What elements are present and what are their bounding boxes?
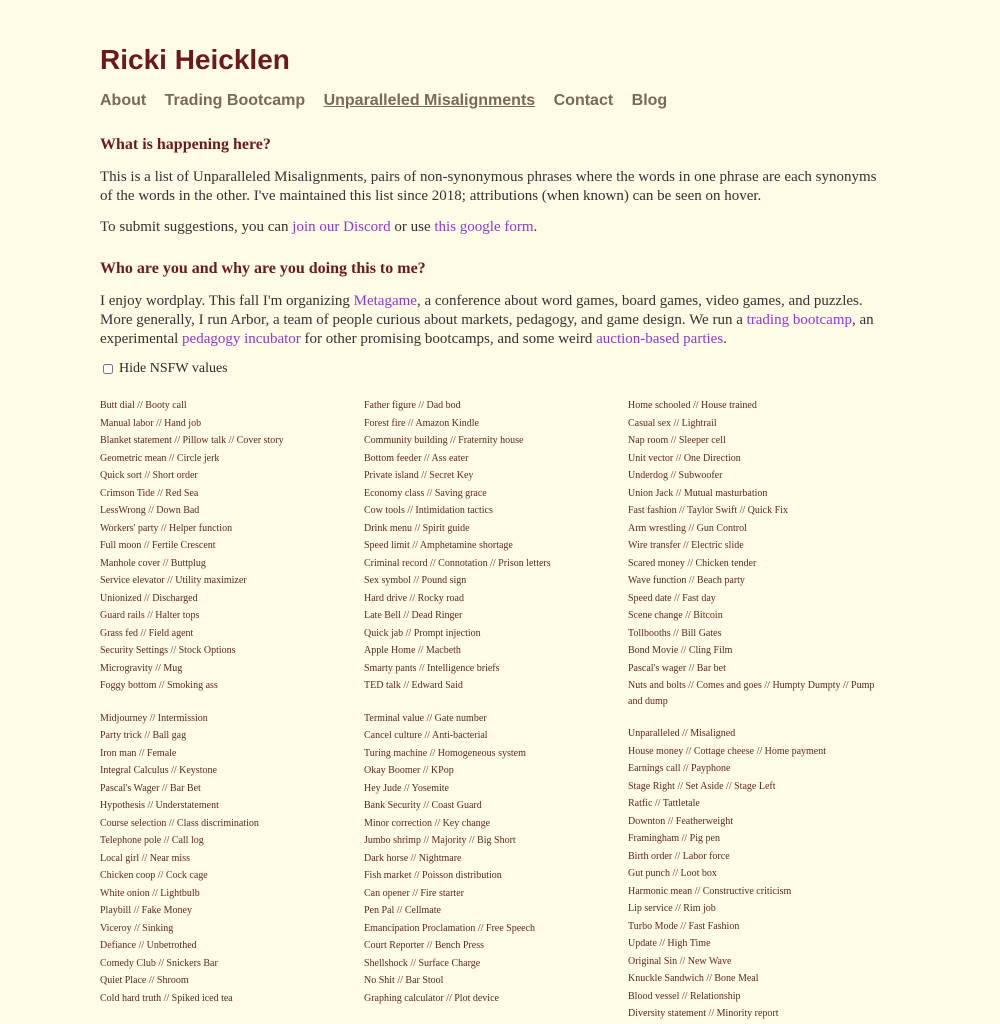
misalignment-entry[interactable]: Pen Pal // Cellmate xyxy=(364,905,441,916)
misalignment-entry[interactable]: Nuts and bolts // Comes and goes // Humpty Dumpty // Pump and dump xyxy=(628,680,875,707)
misalignment-entry[interactable]: Turbo Mode // Fast Fashion xyxy=(628,920,740,932)
misalignment-entry[interactable]: Iron man // Female xyxy=(100,747,177,759)
misalignment-entry[interactable]: Manual labor // Hand job xyxy=(100,417,202,429)
block-spacer xyxy=(100,696,350,711)
nav-blog[interactable]: Blog xyxy=(631,92,668,109)
column-2-block-2 xyxy=(364,711,614,1009)
misalignment-entry[interactable]: Terminal value // Gate number xyxy=(364,712,487,724)
misalignment-entry[interactable]: Knuckle Sandwich // Bone Meal xyxy=(628,973,759,984)
hide-nsfw-label: Hide NSFW values xyxy=(119,361,228,376)
misalignment-entry[interactable]: LessWrong // Down Bad xyxy=(100,505,200,516)
misalignment-entry[interactable]: Private island // Secret Key xyxy=(364,470,474,481)
nav-about[interactable]: About xyxy=(100,92,147,109)
misalignment-entry[interactable]: Arm wrestling // Gun Control xyxy=(628,522,747,534)
misalignment-entry[interactable]: Harmonic mean // Constructive criticism xyxy=(628,885,792,897)
misalignment-entry[interactable]: Full moon // Fertile Crescent xyxy=(100,540,216,551)
misalignment-entry[interactable]: Okay Boomer // KPop xyxy=(364,765,454,776)
misalignment-entry[interactable]: Manhole cover // Buttplug xyxy=(100,557,206,569)
about-text-mid3: for other promising bootcamps, and some weird xyxy=(300,331,597,347)
submit-text-mid: or use xyxy=(390,219,435,235)
misalignment-entry[interactable]: Minor correction // Key change xyxy=(364,817,491,829)
block-spacer xyxy=(628,711,878,726)
column-1 xyxy=(100,398,350,1008)
misalignment-entry[interactable]: Workers' party // Helper function xyxy=(100,522,233,534)
column-3 xyxy=(628,398,878,1024)
misalignment-entry[interactable]: Original Sin // New Wave xyxy=(628,955,732,967)
misalignment-entry[interactable]: Grass fed // Field agent xyxy=(100,627,194,639)
misalignment-entry[interactable]: Local girl // Near miss xyxy=(100,852,190,864)
misalignment-entry[interactable]: Downton // Featherweight xyxy=(628,815,733,827)
misalignment-entry[interactable]: Scene change // Bitcoin xyxy=(628,610,723,621)
misalignment-entry[interactable]: Quick sort // Short order xyxy=(100,470,198,481)
column-2 xyxy=(364,398,614,1008)
about-text-post: . xyxy=(723,331,727,347)
misalignment-entry[interactable]: Quick jab // Prompt injection xyxy=(364,627,481,639)
hide-nsfw-checkbox[interactable] xyxy=(103,364,113,374)
intro-content xyxy=(100,136,890,377)
section-heading-what: What is happening here? xyxy=(100,136,271,153)
discord-link[interactable]: join our Discord xyxy=(292,219,391,235)
main-nav xyxy=(100,92,681,110)
misalignment-entry[interactable]: Speed limit // Amphetamine shortage xyxy=(364,540,513,551)
misalignment-entry[interactable]: Framingham // Pig pen xyxy=(628,833,720,844)
misalignment-entry[interactable]: Apple Home // Macbeth xyxy=(364,645,461,656)
misalignment-entry[interactable]: Sex symbol // Pound sign xyxy=(364,575,467,586)
site-title[interactable]: Ricki Heicklen xyxy=(100,44,290,75)
misalignment-entry[interactable]: Emancipation Proclamation // Free Speech xyxy=(364,922,536,934)
about-text-mid2: , an experimental xyxy=(100,312,874,347)
misalignment-entry[interactable]: Crimson Tide // Red Sea xyxy=(100,487,199,499)
misalignment-entry[interactable]: Ratfic // Tattletale xyxy=(628,798,700,809)
misalignment-entry[interactable]: Late Bell // Dead Ringer xyxy=(364,610,463,621)
misalignment-entry[interactable]: Speed date // Fast day xyxy=(628,592,716,604)
misalignment-entry[interactable]: Dark horse // Nightmare xyxy=(364,852,462,864)
misalignment-entry[interactable]: Unparalleled // Misaligned xyxy=(628,728,736,739)
misalignment-entry[interactable]: Hard drive // Rocky road xyxy=(364,592,464,604)
misalignment-entry[interactable]: House money // Cottage cheese // Home payment xyxy=(628,745,827,757)
nav-contact[interactable]: Contact xyxy=(553,92,614,109)
misalignment-entry[interactable]: Viceroy // Sinking xyxy=(100,922,174,934)
misalignment-entry[interactable]: Wave function // Beach party xyxy=(628,575,745,586)
misalignment-entry[interactable]: Gut punch // Loot box xyxy=(628,868,717,879)
misalignment-entry[interactable]: Underdog // Subwoofer xyxy=(628,470,723,481)
misalignment-entry[interactable]: Blood vessel // Relationship xyxy=(628,990,741,1002)
misalignment-entry[interactable]: Union Jack // Mutual masturbation xyxy=(628,487,768,499)
misalignment-entry[interactable]: Home schooled // House trained xyxy=(628,400,757,411)
hide-nsfw-toggle[interactable] xyxy=(100,361,890,377)
submit-text-post: . xyxy=(533,219,538,235)
misalignment-entry[interactable]: Criminal record // Connotation // Prison letters xyxy=(364,557,551,569)
column-2-block-1 xyxy=(364,398,614,696)
nav-trading-bootcamp[interactable]: Trading Bootcamp xyxy=(164,92,306,109)
misalignment-entry[interactable]: Drink menu // Spirit guide xyxy=(364,522,470,534)
misalignment-entry[interactable]: Geometric mean // Circle jerk xyxy=(100,452,220,464)
misalignment-entry[interactable]: Service elevator // Utility maximizer xyxy=(100,575,247,586)
misalignment-entry[interactable]: No Shit // Bar Stool xyxy=(364,975,444,986)
misalignment-entry[interactable]: Security Settings // Stock Options xyxy=(100,645,236,656)
misalignment-entry[interactable]: Party trick // Ball gag xyxy=(100,730,187,741)
misalignment-entry[interactable]: Shellshock // Surface Charge xyxy=(364,957,481,969)
misalignment-entry[interactable]: Birth order // Labor force xyxy=(628,850,730,862)
intro-paragraph: This is a list of Unparalleled Misalignments, pairs of non-synonymous phrases where the words in one phrase are each synonyms of the words in the other. I've maintained this list since 2018; attributions (when known) can be seen on hover. xyxy=(100,169,877,204)
misalignment-entry[interactable]: Blanket statement // Pillow talk // Cover story xyxy=(100,435,284,446)
misalignment-entry[interactable]: Fish market // Poisson distribution xyxy=(364,870,502,881)
misalignment-entry[interactable]: Cancel culture // Anti-bacterial xyxy=(364,730,488,741)
metagame-link[interactable]: Metagame xyxy=(353,293,417,309)
misalignment-entry[interactable]: Bond Movie // Cling Film xyxy=(628,645,733,656)
misalignment-entry[interactable]: Midjourney // Intermission xyxy=(100,712,208,724)
column-3-block-2 xyxy=(628,726,878,1024)
submit-text-pre: To submit suggestions, you can xyxy=(100,219,293,235)
misalignment-entry[interactable]: Earnings call // Payphone xyxy=(628,763,731,774)
misalignment-entry[interactable]: Economy class // Saving grace xyxy=(364,487,487,499)
misalignment-entry[interactable]: Quiet Place // Shroom xyxy=(100,975,189,986)
misalignment-entry[interactable]: Chicken coop // Cock cage xyxy=(100,870,208,881)
misalignment-entry[interactable]: Hypothesis // Understatement xyxy=(100,800,219,811)
misalignment-entry[interactable]: Cold hard truth // Spiked iced tea xyxy=(100,992,233,1004)
misalignment-entry[interactable]: Playbill // Fake Money xyxy=(100,905,192,916)
column-1-block-2 xyxy=(100,711,350,1009)
misalignment-entry[interactable]: TED talk // Edward Said xyxy=(364,680,463,691)
google-form-link[interactable]: this google form xyxy=(434,219,534,235)
misalignment-entry[interactable]: Diversity statement // Minority report xyxy=(628,1008,779,1019)
column-1-block-1 xyxy=(100,398,350,696)
misalignment-entry[interactable]: Comedy Club // Snickers Bar xyxy=(100,957,218,969)
auction-parties-link[interactable]: auction-based parties xyxy=(596,331,724,347)
misalignment-entry[interactable]: Hey Jude // Yosemite xyxy=(364,782,449,794)
block-spacer xyxy=(364,696,614,711)
trading-bootcamp-link[interactable]: trading bootcamp xyxy=(746,312,852,328)
misalignment-entry[interactable]: Father figure // Dad bod xyxy=(364,400,461,411)
about-text-pre: I enjoy wordplay. This fall I'm organizing xyxy=(100,293,354,309)
misalignment-entry[interactable]: Defiance // Unbetrothed xyxy=(100,940,197,951)
misalignment-entry[interactable]: Cow tools // Intimidation tactics xyxy=(364,505,493,516)
misalignment-entry[interactable]: Foggy bottom // Smoking ass xyxy=(100,680,218,691)
misalignment-entry[interactable]: Can opener // Fire starter xyxy=(364,887,464,899)
misalignment-entry[interactable]: Community building // Fraternity house xyxy=(364,435,524,446)
misalignment-entry[interactable]: Casual sex // Lightrail xyxy=(628,417,717,429)
misalignment-entry[interactable]: Tollbooths // Bill Gates xyxy=(628,627,722,639)
misalignment-entry[interactable]: Wire transfer // Electric slide xyxy=(628,540,744,551)
column-3-block-1 xyxy=(628,398,878,711)
submit-paragraph xyxy=(100,218,890,237)
misalignment-entry[interactable]: Jumbo shrimp // Majority // Big Short xyxy=(364,835,516,846)
misalignment-entry[interactable]: Bank Security // Coast Guard xyxy=(364,800,482,811)
misalignment-entry[interactable]: Guard rails // Halter tops xyxy=(100,610,200,621)
misalignment-entry[interactable]: Stage Right // Set Aside // Stage Left xyxy=(628,780,776,792)
about-paragraph xyxy=(100,292,890,349)
pedagogy-incubator-link[interactable]: pedagogy incubator xyxy=(182,331,301,347)
misalignment-entry[interactable]: Update // High Time xyxy=(628,938,711,949)
misalignment-entry[interactable]: Scared money // Chicken tender xyxy=(628,557,757,569)
misalignment-entry[interactable]: Court Reporter // Bench Press xyxy=(364,940,484,951)
misalignment-entry[interactable]: Unionized // Discharged xyxy=(100,592,198,604)
misalignment-entry[interactable]: Fast fashion // Taylor Swift // Quick Fix xyxy=(628,505,788,516)
misalignment-entry[interactable]: Integral Calculus // Keystone xyxy=(100,765,217,776)
misalignment-entry[interactable]: Bottom feeder // Ass eater xyxy=(364,452,469,464)
misalignment-entry[interactable]: Smarty pants // Intelligence briefs xyxy=(364,662,500,674)
misalignment-entry[interactable]: White onion // Lightbulb xyxy=(100,887,200,899)
misalignment-entry[interactable]: Graphing calculator // Plot device xyxy=(364,992,499,1004)
misalignment-entry[interactable]: Turing machine // Homogeneous system xyxy=(364,747,526,759)
misalignment-entry[interactable]: Butt dial // Booty call xyxy=(100,400,187,411)
misalignment-entry[interactable]: Telephone pole // Call log xyxy=(100,835,204,846)
misalignment-entry[interactable]: Nap room // Sleeper cell xyxy=(628,435,726,446)
misalignment-entry[interactable]: Pascal's wager // Bar bet xyxy=(628,662,726,674)
about-text-mid1: , a conference about word games, board games, video games, and puzzles. More generally, I run Arbor, a team of people curious about markets, pedagogy, and game design. We run a xyxy=(100,293,863,328)
misalignment-entry[interactable]: Lip service // Rim job xyxy=(628,903,716,914)
misalignment-entry[interactable]: Course selection // Class discrimination xyxy=(100,817,259,829)
misalignment-list xyxy=(100,398,890,1019)
misalignment-entry[interactable]: Unit vector // One Direction xyxy=(628,452,741,464)
misalignment-entry[interactable]: Microgravity // Mug xyxy=(100,662,183,674)
section-heading-who: Who are you and why are you doing this to me? xyxy=(100,260,426,277)
misalignment-entry[interactable]: Forest fire // Amazon Kindle xyxy=(364,417,479,429)
nav-unparalleled-misalignments[interactable]: Unparalleled Misalignments xyxy=(323,92,536,109)
misalignment-entry[interactable]: Pascal's Wager // Bar Bet xyxy=(100,782,201,794)
